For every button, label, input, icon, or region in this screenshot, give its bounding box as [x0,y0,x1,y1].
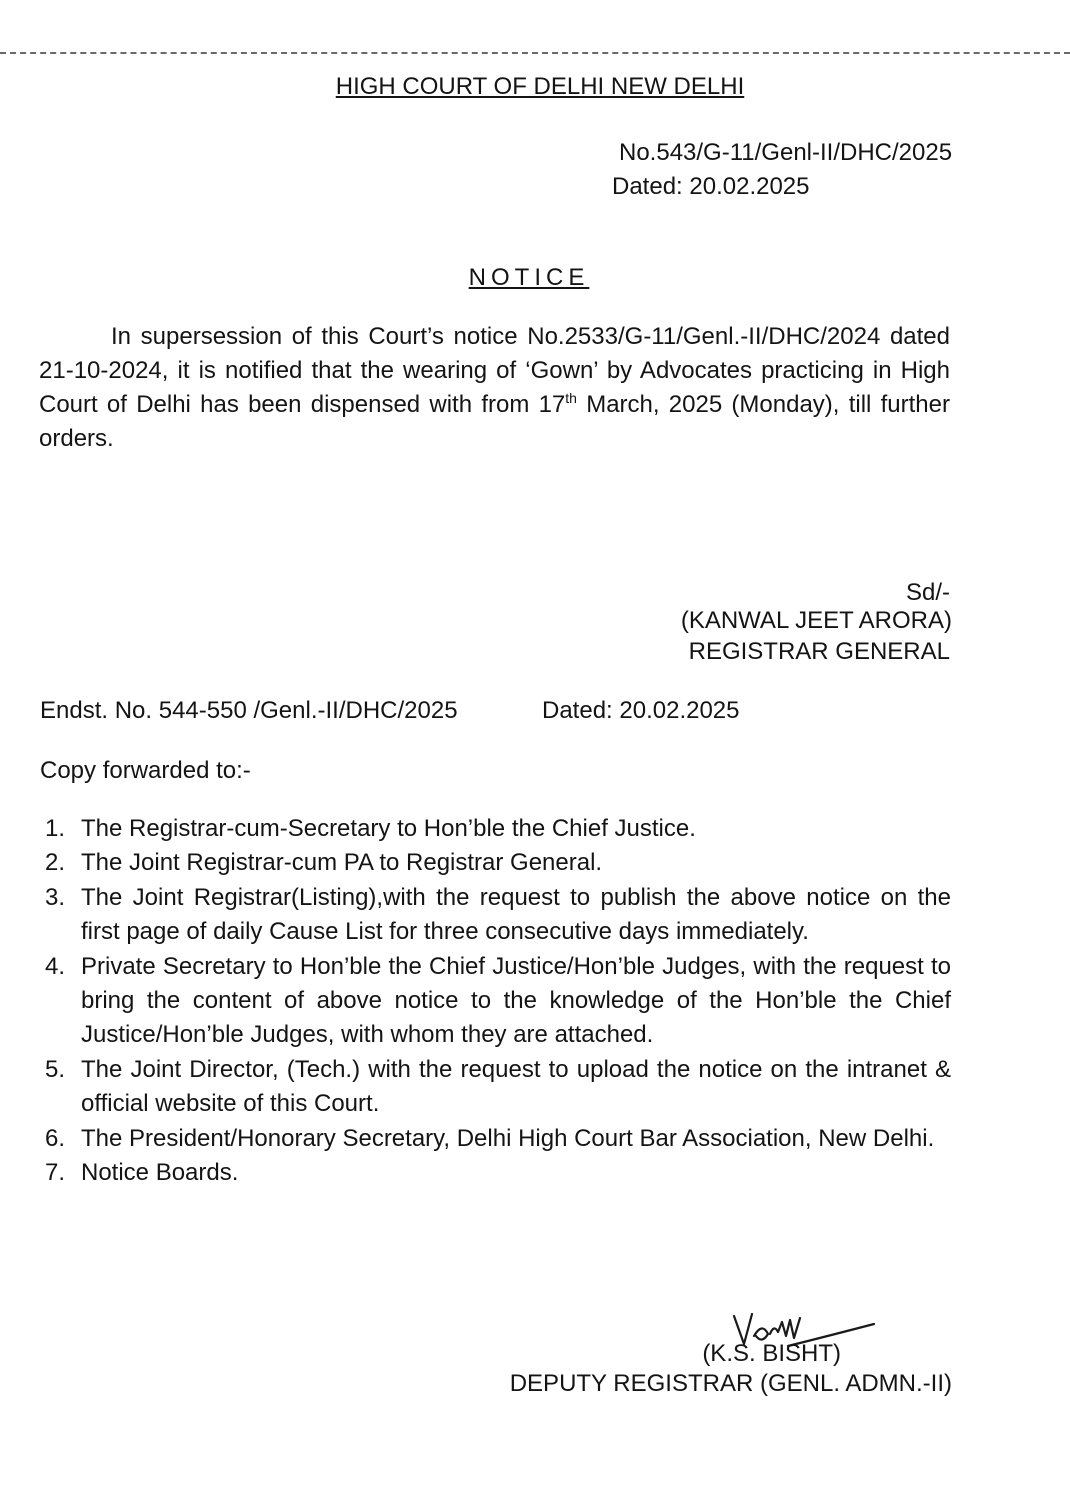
deputy-name: (K.S. BISHT) [702,1340,841,1367]
registrar-designation: REGISTRAR GENERAL [688,638,950,665]
court-title: HIGH COURT OF DELHI NEW DELHI [335,73,745,100]
list-item-number: 6. [45,1124,66,1152]
list-item [40,1053,951,1122]
list-item [40,1156,951,1190]
list-item [40,950,951,1053]
notice-body-superscript: th [565,390,577,406]
deputy-designation: DEPUTY REGISTRAR (GENL. ADMN.-II) [509,1370,952,1397]
registrar-name: (KANWAL JEET ARORA) [680,607,952,634]
list-item-number: 5. [45,1055,66,1083]
list-item-text: Notice Boards. [81,1159,239,1187]
list-item-text: The Registrar-cum-Secretary to Hon’ble the Chief Justice. [81,815,696,842]
list-item [40,812,951,846]
recipient-list [40,812,951,1190]
list-item [40,881,951,950]
list-item [40,846,951,880]
notice-heading: NOTICE [468,264,590,291]
list-item-text: The President/Honorary Secretary, Delhi High Court Bar Association, New Delhi. [81,1124,935,1152]
list-item [40,1122,951,1156]
copy-forwarded-label: Copy forwarded to:- [40,757,251,784]
endorsement-number: Endst. No. 544-550 /Genl.-II/DHC/2025 [40,697,458,724]
list-item-text: The Joint Registrar-cum PA to Registrar General. [81,849,603,877]
notice-body [39,320,950,456]
reference-number: No.543/G-11/Genl-II/DHC/2025 [619,139,953,166]
list-item-text: The Joint Director, (Tech.) with the request to upload the notice on the intranet & official website of this Court. [81,1055,951,1118]
list-item-number: 7. [45,1159,66,1187]
endorsement-date: Dated: 20.02.2025 [542,697,740,724]
notice-body-part1: In supersession of this Court’s notice No.2533/G-11/Genl.-II/DHC/2024 dated 21-10-2024, it is notified that the wearing of ‘Gown’ by Advocates practicing in High Court of Delhi has been dispensed with from 17 [39,323,950,418]
list-item-text: Private Secretary to Hon’ble the Chief Justice/Hon’ble Judges, with the request to bring the content of above notice to the knowledge of the Hon’ble the Chief Justice/Hon’ble Judges, with whom they are attached. [81,952,951,1049]
registrar-sd: Sd/- [905,579,950,606]
list-item-number: 1. [45,815,66,842]
list-item-number: 4. [45,952,66,980]
reference-date: Dated: 20.02.2025 [612,173,810,200]
list-item-number: 2. [45,849,66,877]
list-item-number: 3. [45,883,66,911]
top-divider [0,52,1070,54]
notice-body-part2: March, 2025 (Monday), till further orders. [39,391,950,452]
list-item-text: The Joint Registrar(Listing),with the request to publish the above notice on the first page of daily Cause List for three consecutive days immediately. [81,883,951,946]
